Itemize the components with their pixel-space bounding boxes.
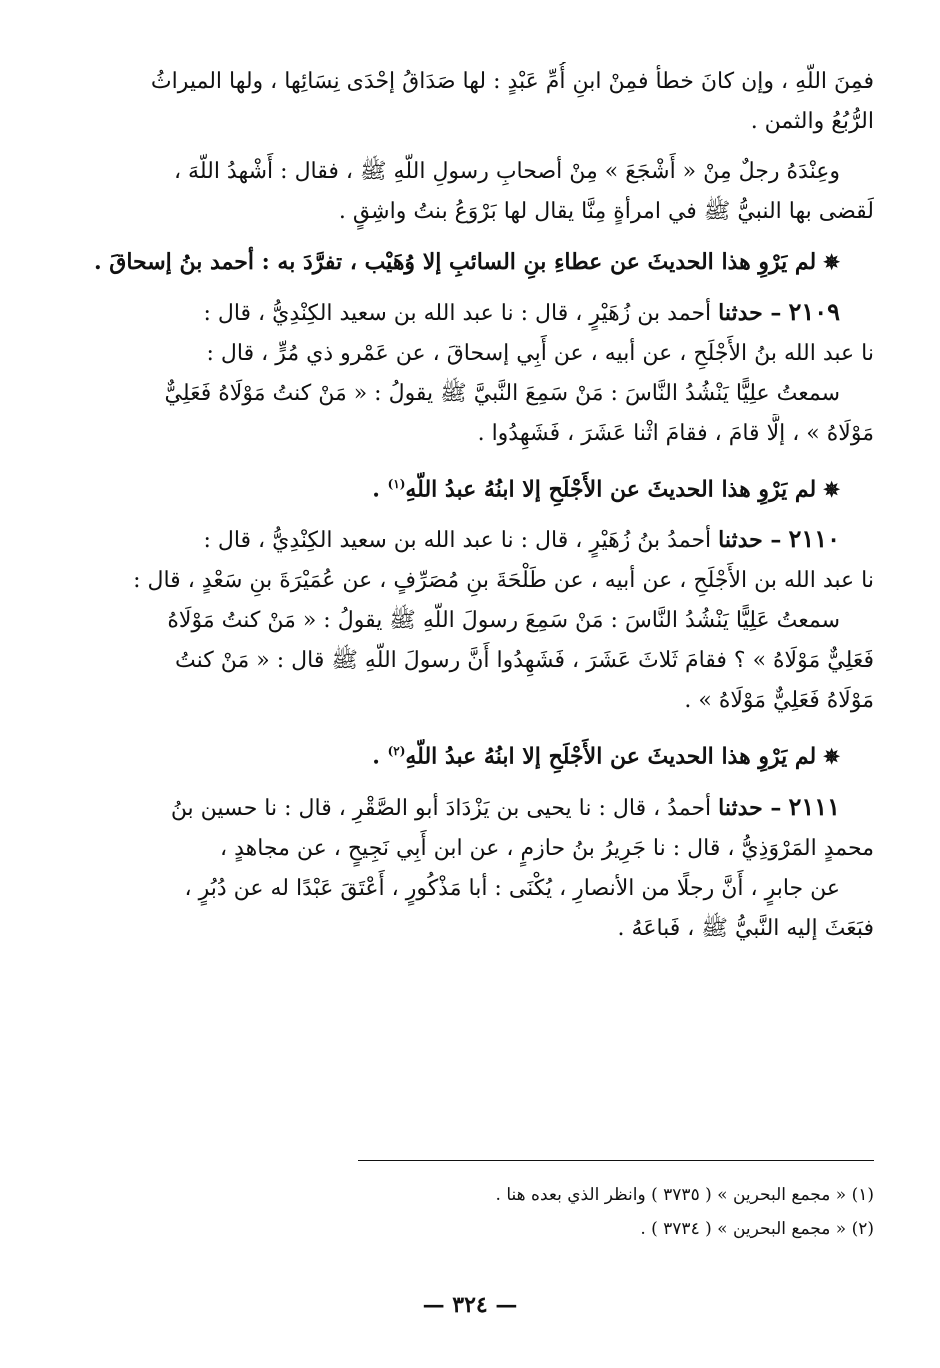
text-line: مَوْلَاهُ فَعَلِيٌّ مَوْلَاهُ » . <box>684 688 874 714</box>
text-line: محمدٍ المَرْوَذِيُّ ، قال : نا جَرِيرُ بنُ حازمٍ ، عن ابن أَبِي نَجِيحٍ ، عن مجاهدٍ ، <box>219 835 874 861</box>
footnote-divider <box>358 1160 874 1161</box>
narration-note <box>30 242 874 282</box>
text-line: فبَعَثَ إليه النَّبيُّ ﷺ ، فَباعَهُ . <box>617 915 874 941</box>
hadith-header-line <box>30 292 874 334</box>
footnote-marker: (٢) <box>387 744 406 759</box>
text-line: لَقضى بها النبيُّ ﷺ في امرأةٍ مِنَّا يقال لها بَرْوَعُ بنتُ واشِقٍ . <box>338 199 874 224</box>
hadith-number: ٢١٠٩ <box>788 297 840 326</box>
page-body <box>30 62 874 959</box>
hadith-number: ٢١١١ <box>788 791 840 821</box>
asterisk-icon: ✵ <box>816 744 840 769</box>
paragraph <box>30 152 874 232</box>
asterisk-icon: ✵ <box>816 477 840 502</box>
text-line: نا عبد الله بن الأَجْلَحِ ، عن أبيه ، عن طَلْحَةَ بنِ مُصَرِّفٍ ، عن عُمَيْرَةَ بنِ سَعْدٍ ، قال : <box>133 568 874 594</box>
text-line: أحمدُ ، قال : نا يحيى بن يَزْدَادَ أبو الصَّقْرِ ، قال : نا حسين بنُ <box>170 795 712 821</box>
note-text: لم يَرْوِ هذا الحديثَ عن الأَجْلَحِ إلا ابنُهُ عبدُ اللّهِ <box>405 476 817 503</box>
footnotes <box>300 1178 874 1246</box>
text-line: فَعَلِيٌّ مَوْلَاهُ » ؟ فقامَ ثَلاثَ عَشَرَ ، فَشَهِدُوا أَنَّ رسولَ اللّهِ ﷺ قال : « مَنْ كنتُ <box>175 648 874 674</box>
footnote: (١) « مجمع البحرين » ( ٣٧٣٥ ) وانظر الذي بعده هنا . <box>495 1185 874 1205</box>
hadith-2109 <box>30 292 874 454</box>
hadith-label: – حدثنا <box>718 794 782 821</box>
narration-note: ✵ لم يَرْوِ هذا الحديثَ عن الأَجْلَحِ إلا ابنُهُ عبدُ اللّهِ$^{(٢)}$ . <box>372 743 840 770</box>
footnote-marker: (١) <box>387 477 406 491</box>
text-line: عن جابرٍ ، أَنَّ رجلًا من الأنصارِ ، يُكْنَى : أبا مَذْكُورٍ ، أَعْتَقَ عَبْدًا له عن دُبُرٍ ، <box>184 875 840 901</box>
text-line: سمعتُ عَلِيًّا يَنْشُدُ النَّاسَ : مَنْ سَمِعَ رسولَ اللّهِ ﷺ يقولُ : « مَنْ كنتُ مَوْلَاهُ <box>167 608 840 634</box>
hadith-label: – حدثنا <box>718 527 782 554</box>
hadith-2111 <box>30 787 874 949</box>
footnote: (٢) « مجمع البحرين » ( ٣٧٣٤ ) . <box>640 1219 874 1239</box>
hadith-number: ٢١١٠ <box>788 524 840 554</box>
hadith-header-line <box>30 787 874 829</box>
note-text: لم يَرْوِ هذا الحديثَ عن عطاءِ بنِ السائبِ إلا وُهَيْب ، تفرَّدَ به : أحمد بنُ إسحاقَ . <box>93 249 817 275</box>
hadith-2110 <box>30 519 874 721</box>
text-line: فمِنَ اللّهِ ، وإن كانَ خطأ فمِنْ ابنِ أُمِّ عَبْدٍ : لها صَدَاقُ إحْدَى نِسَائِها ، ولها الميراثُ <box>150 69 874 94</box>
page-number: — ٣٢٤ — <box>422 1292 518 1318</box>
hadith-label: – حدثنا <box>718 300 782 326</box>
text-line: مَوْلَاهُ » ، إلَّا قامَ ، فقامَ اثْنا عَشَرَ ، فَشَهِدُوا . <box>477 421 874 446</box>
hadith-header-line <box>30 519 874 561</box>
text-line: أحمدُ بنُ زُهَيْرٍ ، قال : نا عبد الله بن سعيد الكِنْدِيُّ ، قال : <box>203 528 712 554</box>
asterisk-icon: ✵ <box>816 250 840 274</box>
text-line: سمعتُ علِيًّا يَنْشُدُ النَّاسَ : مَنْ سَمِعَ النَّبيَّ ﷺ يقولُ : « مَنْ كنتُ مَوْلَاهُ فَعَلِيٌّ <box>164 381 840 406</box>
note-text: لم يَرْوِ هذا الحديثَ عن الأَجْلَحِ إلا ابنُهُ عبدُ اللّهِ <box>405 743 817 770</box>
paragraph <box>30 62 874 142</box>
text-line: وعِنْدَهُ رجلٌ مِنْ « أَشْجَعَ » مِنْ أصحابِ رسولِ اللّهِ ﷺ ، فقال : أَشْهدُ اللّهَ ، <box>173 159 840 184</box>
narration-note: ✵ لم يَرْوِ هذا الحديثَ عن الأَجْلَحِ إلا ابنُهُ عبدُ اللّهِ$^{(١)}$ . <box>372 476 840 503</box>
text-line: الرُّبُعُ والثمن . <box>750 109 874 134</box>
text-line: أحمد بن زُهَيْرٍ ، قال : نا عبد الله بن سعيد الكِنْدِيُّ ، قال : <box>203 301 712 326</box>
text-line: نا عبد الله بنُ الأَجْلَحِ ، عن أبيه ، عن أَبِي إسحاقَ ، عن عَمْرو ذي مُرٍّ ، قال : <box>206 341 874 366</box>
